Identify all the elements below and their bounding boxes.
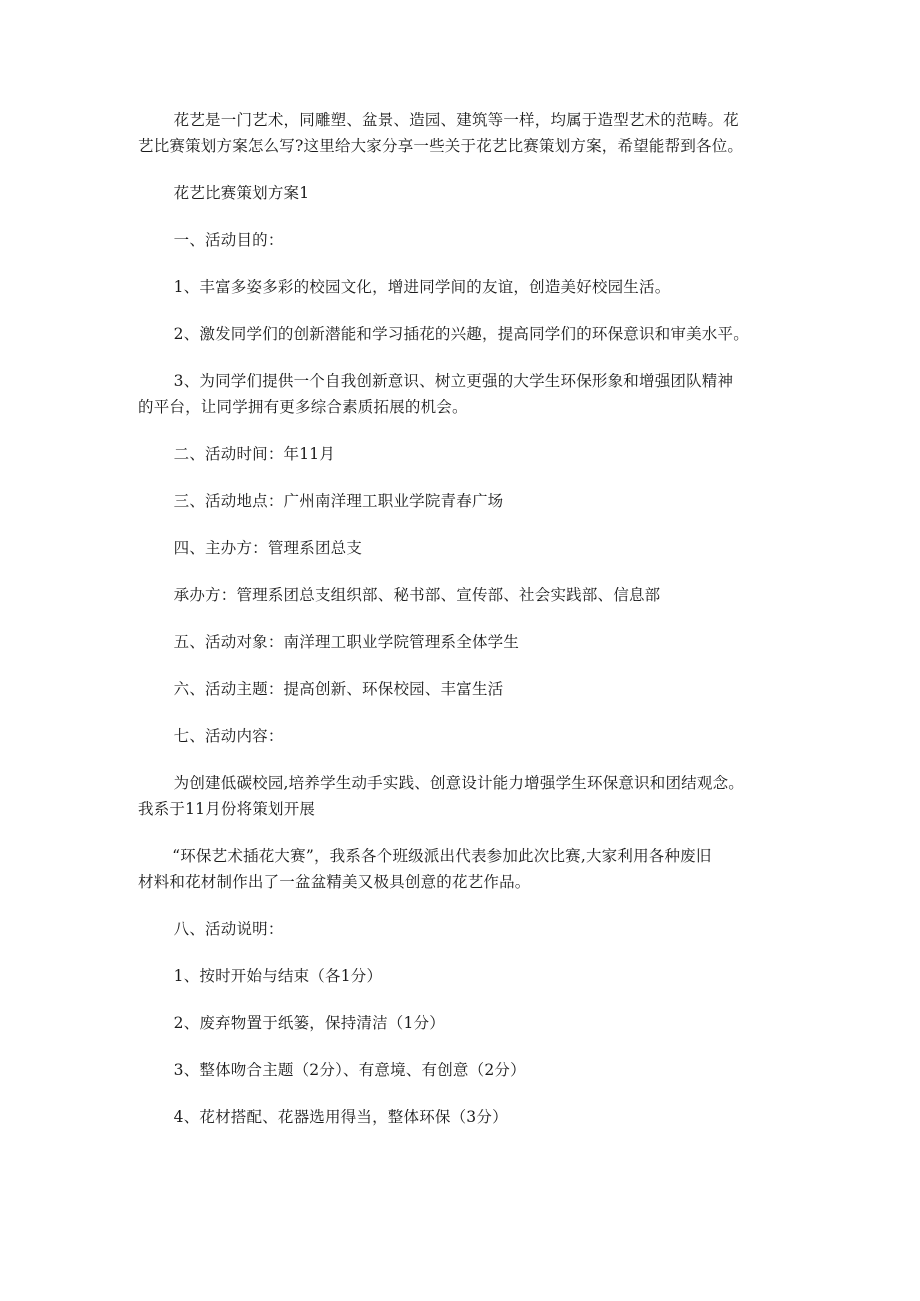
text-line: 4、花材搭配、花器选用得当，整体环保（3分） — [173, 1108, 508, 1126]
text-line: 花艺比赛策划方案1 — [173, 184, 310, 202]
document-body — [138, 107, 798, 1151]
text-line: 3、为同学们提供一个自我创新意识、树立更强的大学生环保形象和增强团队精神 — [173, 372, 734, 390]
section-heading — [138, 676, 798, 702]
text-line: 的平台，让同学拥有更多综合素质拓展的机会。 — [138, 398, 468, 416]
text-line: 2、激发同学们的创新潜能和学习插花的兴趣，提高同学们的环保意识和审美水平。 — [173, 325, 749, 343]
text-line: 四、主办方：管理系团总支 — [173, 539, 363, 557]
list-item — [138, 274, 798, 300]
section-heading — [138, 227, 798, 253]
text-line: “环保艺术插花大赛”，我系各个班级派出代表参加此次比赛,大家利用各种废旧 — [172, 847, 712, 865]
list-item — [138, 1057, 798, 1083]
list-item — [138, 1104, 798, 1130]
section-heading — [138, 723, 798, 749]
text-line: 六、活动主题：提高创新、环保校园、丰富生活 — [173, 680, 504, 698]
text-line: 艺比赛策划方案怎么写?这里给大家分享一些关于花艺比赛策划方案，希望能帮到各位。 — [138, 137, 744, 155]
text-line: 1、按时开始与结束（各1分） — [173, 967, 383, 985]
section-heading — [138, 535, 798, 561]
text-line: 七、活动内容： — [173, 727, 284, 745]
organizer-line — [138, 582, 798, 608]
text-line: 五、活动对象：南洋理工职业学院管理系全体学生 — [173, 633, 520, 651]
section-heading — [138, 441, 798, 467]
body-paragraph — [138, 770, 798, 822]
text-line: 承办方：管理系团总支组织部、秘书部、宣传部、社会实践部、信息部 — [173, 586, 661, 604]
section-heading — [138, 488, 798, 514]
text-line: 3、整体吻合主题（2分）、有意境、有创意（2分） — [173, 1061, 526, 1079]
text-line: 三、活动地点：广州南洋理工职业学院青春广场 — [173, 492, 504, 510]
section-heading — [138, 916, 798, 942]
body-paragraph — [138, 843, 798, 895]
text-line: 花艺是一门艺术，同雕塑、盆景、造园、建筑等一样，均属于造型艺术的范畴。花 — [173, 111, 739, 129]
text-line: 二、活动时间：年11月 — [173, 445, 336, 463]
list-item — [138, 321, 798, 347]
text-line: 材料和花材制作出了一盆盆精美又极具创意的花艺作品。 — [138, 873, 531, 891]
text-line: 八、活动说明： — [173, 920, 284, 938]
text-line: 2、废弃物置于纸篓，保持清洁（1分） — [173, 1014, 445, 1032]
text-line: 我系于11月份将策划开展 — [138, 800, 316, 818]
list-item — [138, 1010, 798, 1036]
document-title — [138, 180, 798, 206]
text-line: 为创建低碳校园,培养学生动手实践、创意设计能力增强学生环保意识和团结观念。 — [173, 774, 744, 792]
intro-paragraph — [138, 107, 798, 159]
list-item — [138, 368, 798, 420]
section-heading — [138, 629, 798, 655]
text-line: 一、活动目的： — [173, 231, 284, 249]
list-item — [138, 963, 798, 989]
text-line: 1、丰富多姿多彩的校园文化，增进同学间的友谊，创造美好校园生活。 — [173, 278, 671, 296]
